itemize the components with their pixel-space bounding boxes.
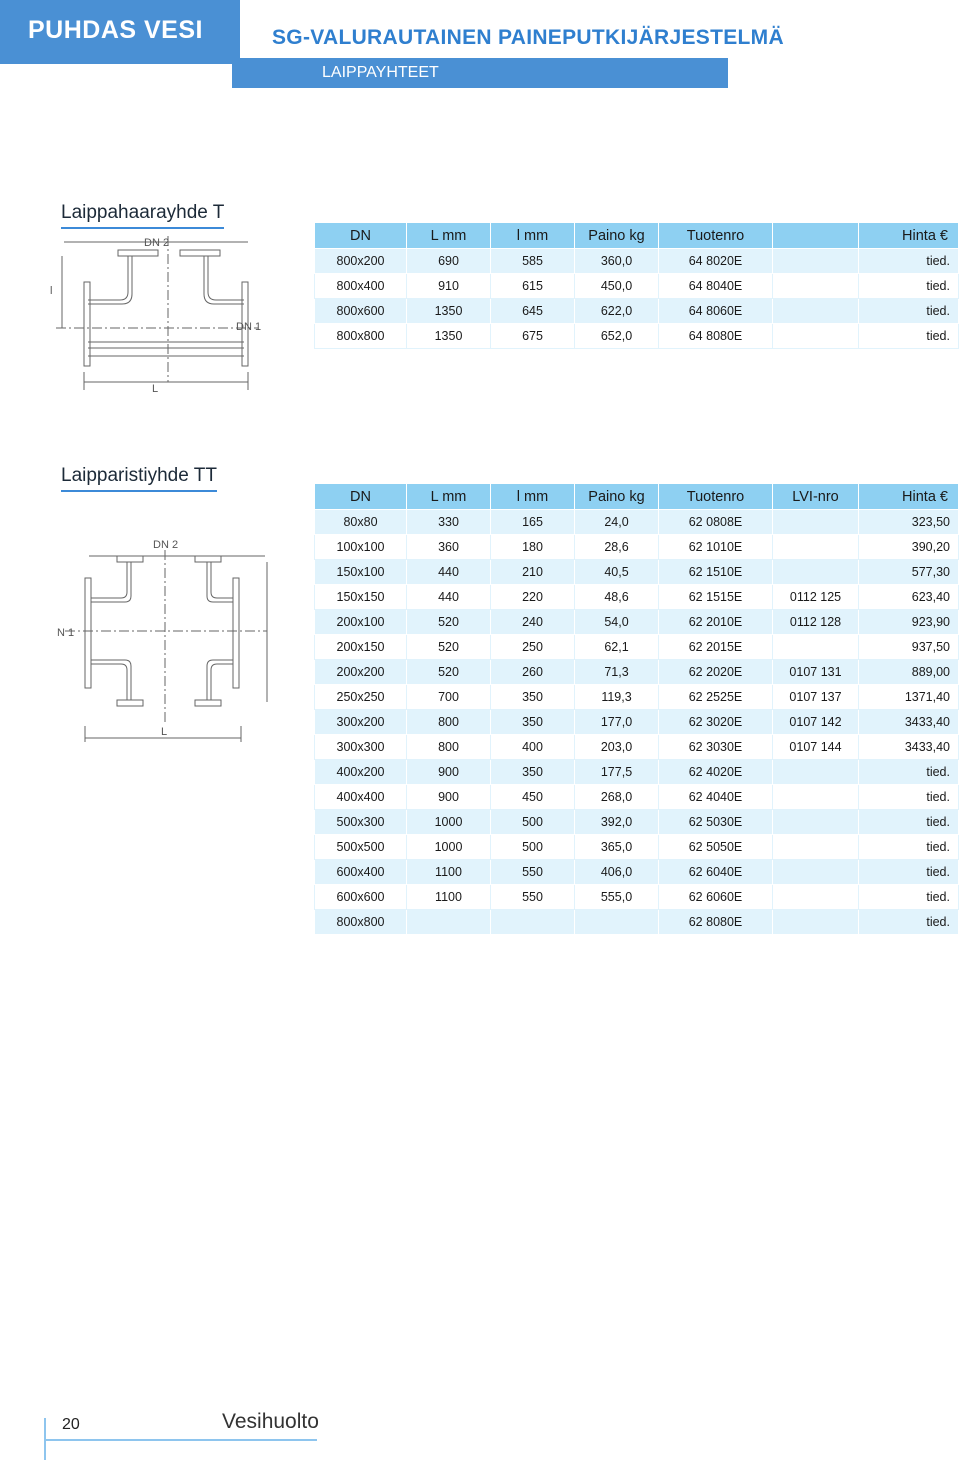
table-cell [491, 910, 575, 935]
table-cell: 0107 137 [773, 685, 859, 710]
table-header-row [315, 223, 959, 249]
table-cell: 406,0 [575, 860, 659, 885]
table-cell: 62 6060E [659, 885, 773, 910]
branch-length-label: l [50, 285, 53, 297]
table-cell: 645 [491, 299, 575, 324]
table-cell: tied. [859, 910, 959, 935]
column-header: DN [315, 484, 407, 510]
table-cell [575, 910, 659, 935]
cross-spec-table [314, 483, 959, 935]
table-cell [773, 810, 859, 835]
table-cell: 71,3 [575, 660, 659, 685]
column-header: l mm [491, 223, 575, 249]
table-cell: 62 2525E [659, 685, 773, 710]
column-header [773, 223, 859, 249]
table-row [315, 635, 959, 660]
table-cell: 0112 128 [773, 610, 859, 635]
table-cell: 62 3020E [659, 710, 773, 735]
table-cell: 180 [491, 535, 575, 560]
column-header: Tuotenro [659, 223, 773, 249]
footer-divider [45, 1439, 317, 1441]
table-cell: 555,0 [575, 885, 659, 910]
table-cell: 623,40 [859, 585, 959, 610]
table-cell: 900 [407, 785, 491, 810]
brand-banner [0, 0, 240, 64]
table-cell: 350 [491, 710, 575, 735]
table-cell: 1100 [407, 860, 491, 885]
table-cell: 440 [407, 585, 491, 610]
table-cell: 150x100 [315, 560, 407, 585]
table-cell: 1371,40 [859, 685, 959, 710]
table-cell: 1000 [407, 835, 491, 860]
table-row [315, 735, 959, 760]
cross-table-body [315, 510, 959, 935]
table-row [315, 510, 959, 535]
table-cell: 500 [491, 835, 575, 860]
product-title-t: Laippahaarayhde T [61, 202, 224, 229]
table-cell: 3433,40 [859, 735, 959, 760]
table-cell [773, 560, 859, 585]
table-cell: 585 [491, 249, 575, 274]
table-cell: 300x300 [315, 735, 407, 760]
table-cell: 62 2020E [659, 660, 773, 685]
table-row [315, 585, 959, 610]
table-cell: 577,30 [859, 560, 959, 585]
table-cell: 62 4040E [659, 785, 773, 810]
column-header: L mm [407, 223, 491, 249]
brand-name: PUHDAS VESI [28, 16, 203, 44]
table-cell: 100x100 [315, 535, 407, 560]
table-cell: 800x200 [315, 249, 407, 274]
table-cell: 400x200 [315, 760, 407, 785]
table-cell: tied. [859, 324, 959, 349]
table-cell: 400x400 [315, 785, 407, 810]
table-cell [407, 910, 491, 935]
table-cell: tied. [859, 785, 959, 810]
table-cell: 1350 [407, 299, 491, 324]
table-cell: 250x250 [315, 685, 407, 710]
table-cell: 350 [491, 685, 575, 710]
table-cell: 800x800 [315, 324, 407, 349]
table-cell [773, 910, 859, 935]
table-cell: 200x150 [315, 635, 407, 660]
document-title: SG-VALURAUTAINEN PAINEPUTKIJÄRJESTELMÄ [272, 26, 784, 49]
table-cell: 0107 142 [773, 710, 859, 735]
length-label: L [161, 726, 168, 738]
table-cell: 500 [491, 810, 575, 835]
table-cell: 80x80 [315, 510, 407, 535]
table-cell: 450 [491, 785, 575, 810]
table-row [315, 885, 959, 910]
section-banner [232, 58, 728, 88]
table-cell: 62 1510E [659, 560, 773, 585]
table-cell: 24,0 [575, 510, 659, 535]
page-number: 20 [62, 1416, 80, 1433]
table-cell: 622,0 [575, 299, 659, 324]
column-header: l mm [491, 484, 575, 510]
table-cell: 268,0 [575, 785, 659, 810]
column-header: Paino kg [575, 484, 659, 510]
column-header: LVI-nro [773, 484, 859, 510]
table-cell [773, 885, 859, 910]
table-cell: 260 [491, 660, 575, 685]
table-row [315, 274, 959, 299]
column-header: DN [315, 223, 407, 249]
table-cell: 600x400 [315, 860, 407, 885]
table-cell: 0107 131 [773, 660, 859, 685]
table-cell: 62 6040E [659, 860, 773, 885]
table-cell: 360,0 [575, 249, 659, 274]
table-cell: 910 [407, 274, 491, 299]
table-row [315, 560, 959, 585]
table-cell: tied. [859, 810, 959, 835]
table-cell: 48,6 [575, 585, 659, 610]
table-cell: 62 2010E [659, 610, 773, 635]
column-header: Hinta € [859, 484, 959, 510]
product-title-tt: Laipparistiyhde TT [61, 465, 217, 492]
table-cell: 62 5030E [659, 810, 773, 835]
table-cell [773, 535, 859, 560]
table-cell: 390,20 [859, 535, 959, 560]
table-cell: 210 [491, 560, 575, 585]
table-cell: 119,3 [575, 685, 659, 710]
table-cell: tied. [859, 299, 959, 324]
table-cell: 1000 [407, 810, 491, 835]
table-row [315, 660, 959, 685]
table-cell [773, 635, 859, 660]
table-cell: 62 1515E [659, 585, 773, 610]
table-cell: 64 8040E [659, 274, 773, 299]
table-cell: 520 [407, 635, 491, 660]
table-cell: 800 [407, 735, 491, 760]
table-cell: 652,0 [575, 324, 659, 349]
table-cell [773, 249, 859, 274]
table-cell: tied. [859, 274, 959, 299]
table-cell [773, 510, 859, 535]
table-cell: 889,00 [859, 660, 959, 685]
table-cell: 450,0 [575, 274, 659, 299]
table-cell: 28,6 [575, 535, 659, 560]
table-cell: 64 8020E [659, 249, 773, 274]
table-cell: 440 [407, 560, 491, 585]
table-cell: 62,1 [575, 635, 659, 660]
table-cell: 62 4020E [659, 760, 773, 785]
column-header: Hinta € [859, 223, 959, 249]
table-cell: 900 [407, 760, 491, 785]
table-row [315, 535, 959, 560]
table-cell [773, 785, 859, 810]
table-cell: 392,0 [575, 810, 659, 835]
table-row [315, 299, 959, 324]
table-row [315, 710, 959, 735]
table-cell: 177,0 [575, 710, 659, 735]
table-cell: 240 [491, 610, 575, 635]
table-cell: 165 [491, 510, 575, 535]
table-cell [773, 324, 859, 349]
tee-fitting-drawing [48, 232, 268, 402]
table-cell: tied. [859, 885, 959, 910]
table-cell: 0107 144 [773, 735, 859, 760]
table-cell: 1350 [407, 324, 491, 349]
table-row [315, 760, 959, 785]
table-cell: tied. [859, 860, 959, 885]
table-cell: 400 [491, 735, 575, 760]
table-cell: tied. [859, 760, 959, 785]
footer-section-label: Vesihuolto [222, 1410, 319, 1433]
table-cell: 62 3030E [659, 735, 773, 760]
table-cell [773, 274, 859, 299]
table-header-row [315, 484, 959, 510]
tee-spec-table [314, 222, 959, 349]
table-cell: 675 [491, 324, 575, 349]
table-cell: 62 8080E [659, 910, 773, 935]
table-cell: tied. [859, 835, 959, 860]
table-cell: 923,90 [859, 610, 959, 635]
table-cell: 600x600 [315, 885, 407, 910]
table-cell: 330 [407, 510, 491, 535]
table-cell: 62 5050E [659, 835, 773, 860]
table-cell: 690 [407, 249, 491, 274]
table-cell: 40,5 [575, 560, 659, 585]
table-cell: 0112 125 [773, 585, 859, 610]
table-cell: 937,50 [859, 635, 959, 660]
table-cell: 550 [491, 860, 575, 885]
table-cell: 800x600 [315, 299, 407, 324]
table-row [315, 835, 959, 860]
table-cell: 177,5 [575, 760, 659, 785]
section-title: LAIPPAYHTEET [322, 64, 439, 81]
table-cell: 62 0808E [659, 510, 773, 535]
table-row [315, 785, 959, 810]
table-row [315, 685, 959, 710]
table-cell: 62 1010E [659, 535, 773, 560]
table-cell: 800 [407, 710, 491, 735]
column-header: Paino kg [575, 223, 659, 249]
table-cell: 800x400 [315, 274, 407, 299]
table-cell: 62 2015E [659, 635, 773, 660]
table-cell: 323,50 [859, 510, 959, 535]
table-cell: 200x100 [315, 610, 407, 635]
table-cell: 550 [491, 885, 575, 910]
tee-table-body [315, 249, 959, 349]
table-cell: 200x200 [315, 660, 407, 685]
dn2-label: DN 2 [153, 539, 179, 551]
dn1-label: DN 1 [236, 321, 262, 333]
table-row [315, 910, 959, 935]
table-cell: 520 [407, 610, 491, 635]
column-header: L mm [407, 484, 491, 510]
table-cell [773, 299, 859, 324]
table-cell [773, 860, 859, 885]
table-cell: 1100 [407, 885, 491, 910]
length-label: L [152, 383, 159, 395]
table-row [315, 810, 959, 835]
table-cell: 800x800 [315, 910, 407, 935]
table-cell: 520 [407, 660, 491, 685]
table-cell: tied. [859, 249, 959, 274]
table-cell [773, 760, 859, 785]
table-cell: 615 [491, 274, 575, 299]
table-cell: 203,0 [575, 735, 659, 760]
column-header: Tuotenro [659, 484, 773, 510]
cross-fitting-drawing [55, 530, 275, 745]
table-cell: 350 [491, 760, 575, 785]
table-cell: 64 8080E [659, 324, 773, 349]
table-cell: 250 [491, 635, 575, 660]
table-cell: 300x200 [315, 710, 407, 735]
table-cell: 64 8060E [659, 299, 773, 324]
table-cell: 500x300 [315, 810, 407, 835]
dn1-label: N 1 [57, 627, 75, 639]
table-cell: 220 [491, 585, 575, 610]
table-row [315, 860, 959, 885]
table-cell: 500x500 [315, 835, 407, 860]
table-cell: 700 [407, 685, 491, 710]
table-cell: 360 [407, 535, 491, 560]
table-row [315, 324, 959, 349]
table-cell: 365,0 [575, 835, 659, 860]
table-cell: 3433,40 [859, 710, 959, 735]
table-cell: 54,0 [575, 610, 659, 635]
table-row [315, 610, 959, 635]
dn2-label: DN 2 [144, 237, 170, 249]
table-row [315, 249, 959, 274]
table-cell [773, 835, 859, 860]
table-cell: 150x150 [315, 585, 407, 610]
